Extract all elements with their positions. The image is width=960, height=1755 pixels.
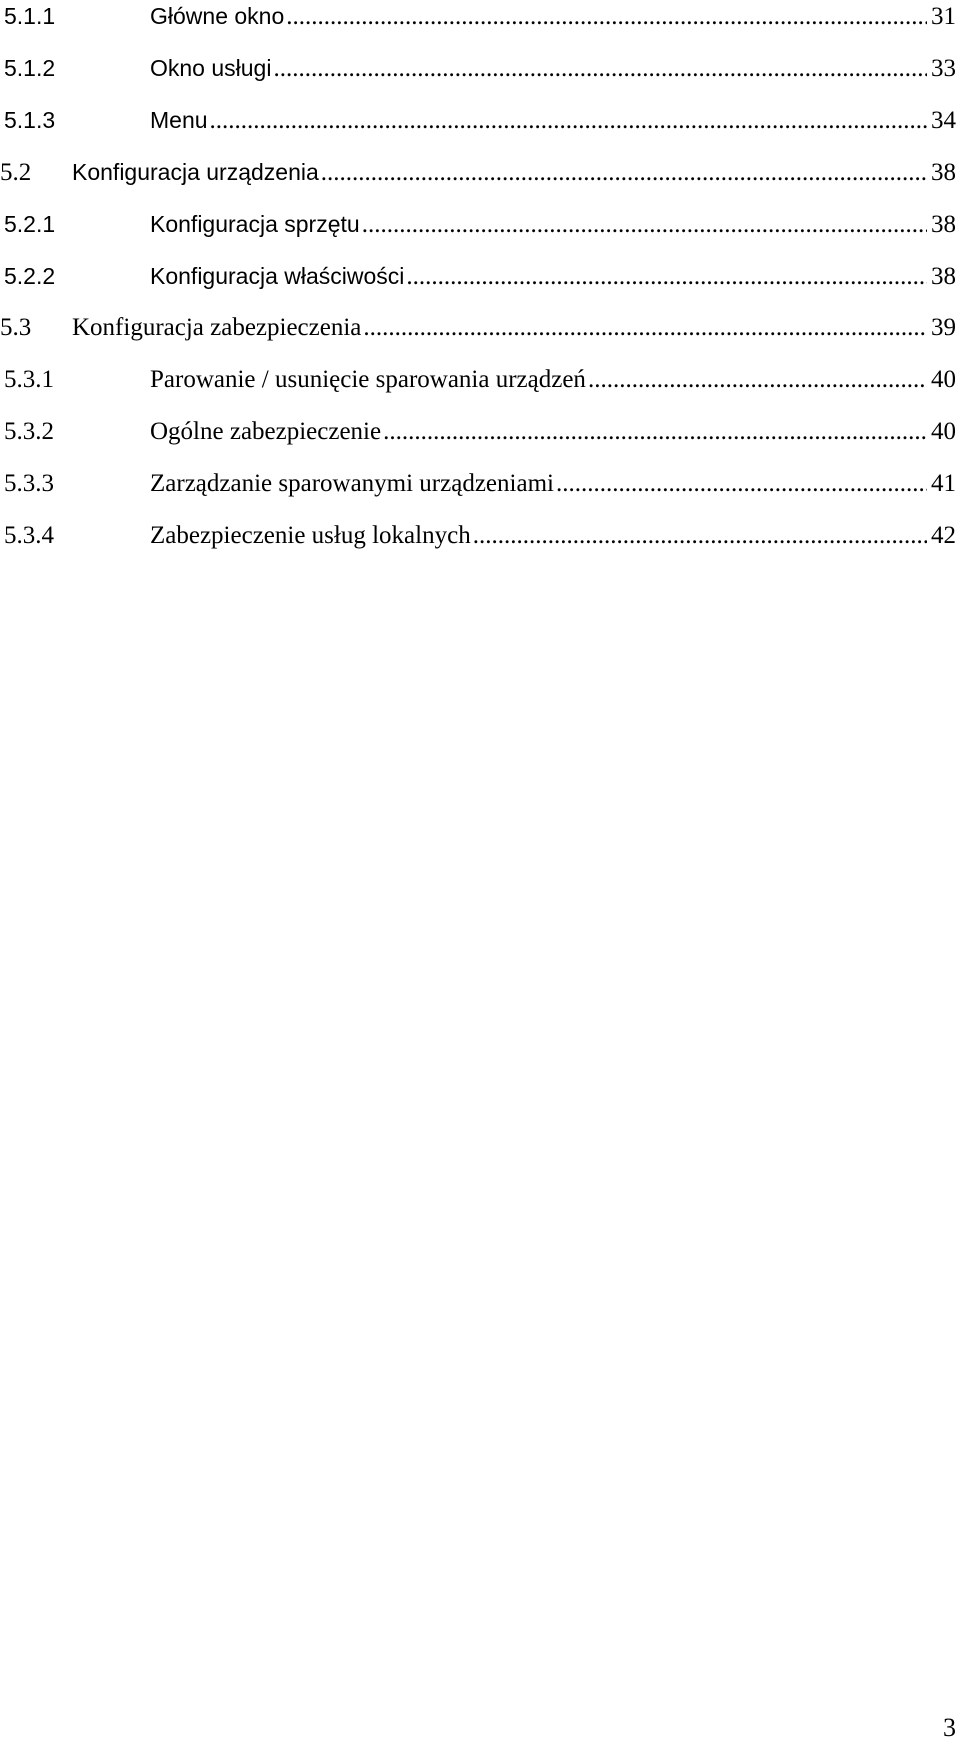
toc-dot-leader (210, 101, 927, 141)
toc-entry-5-2-2[interactable] (0, 256, 956, 296)
toc-entry-5-3-2[interactable] (0, 412, 956, 452)
toc-dot-leader (556, 464, 927, 504)
toc-entry-title: Zabezpieczenie usług lokalnych (150, 522, 471, 549)
toc-entry-page: 34 (931, 107, 956, 134)
toc-entry-5-1-3[interactable] (0, 100, 956, 140)
toc-entry-title: Zarządzanie sparowanymi urządzeniami (150, 470, 554, 497)
toc-entry-5-3[interactable] (0, 308, 956, 348)
toc-entry-number: 5.1.3 (4, 107, 56, 133)
toc-entry-number: 5.2.1 (4, 211, 56, 237)
toc-entry-title: Ogólne zabezpieczenie (150, 418, 382, 445)
toc-entry-number: 5.1.1 (4, 3, 56, 29)
toc-dot-leader (273, 49, 927, 89)
toc-dot-leader (383, 412, 927, 452)
toc-entry-title: Okno usługi (150, 55, 272, 81)
toc-entry-title: Konfiguracja właściwości (150, 263, 405, 289)
toc-entry-5-3-3[interactable] (0, 464, 956, 504)
toc-dot-leader (321, 153, 927, 193)
toc-entry-5-1-1[interactable] (0, 0, 956, 36)
toc-entry-page: 33 (931, 55, 956, 82)
toc-entry-number: 5.3.2 (4, 418, 54, 445)
toc-entry-5-3-4[interactable] (0, 516, 956, 556)
toc-entry-number: 5.3 (0, 314, 32, 341)
toc-entry-5-3-1[interactable] (0, 360, 956, 400)
toc-entry-page: 40 (931, 418, 956, 445)
toc-dot-leader (588, 360, 927, 400)
toc-entry-title: Konfiguracja urządzenia (72, 159, 319, 185)
toc-dot-leader (406, 257, 927, 297)
toc-entry-5-2[interactable] (0, 152, 956, 192)
toc-entry-5-1-2[interactable] (0, 48, 956, 88)
toc-entry-5-2-1[interactable] (0, 204, 956, 244)
toc-entry-page: 42 (931, 522, 956, 549)
toc-dot-leader (473, 516, 927, 556)
toc-entry-number: 5.3.4 (4, 522, 54, 549)
toc-dot-leader (363, 308, 927, 348)
toc-entry-title: Konfiguracja sprzętu (150, 211, 360, 237)
toc-entry-page: 38 (931, 211, 956, 238)
toc-entry-page: 38 (931, 263, 956, 290)
toc-entry-page: 41 (931, 470, 956, 497)
toc-entry-title: Parowanie / usunięcie sparowania urządzeń (150, 366, 586, 393)
toc-dot-leader (286, 0, 927, 37)
toc-entry-title: Menu (150, 107, 208, 133)
page-number: 3 (943, 1713, 956, 1742)
toc-entry-title: Główne okno (150, 3, 285, 29)
toc-entry-number: 5.2.2 (4, 263, 56, 289)
toc-entry-page: 31 (931, 3, 956, 30)
toc-entry-number: 5.3.1 (4, 366, 54, 393)
toc-entry-page: 39 (931, 314, 956, 341)
toc-dot-leader (362, 205, 927, 245)
toc-entry-page: 38 (931, 159, 956, 186)
toc-entry-number: 5.1.2 (4, 55, 56, 81)
toc-entry-page: 40 (931, 366, 956, 393)
toc-entry-number: 5.2 (0, 159, 32, 186)
toc-entry-title: Konfiguracja zabezpieczenia (72, 314, 362, 341)
toc-entry-number: 5.3.3 (4, 470, 54, 497)
